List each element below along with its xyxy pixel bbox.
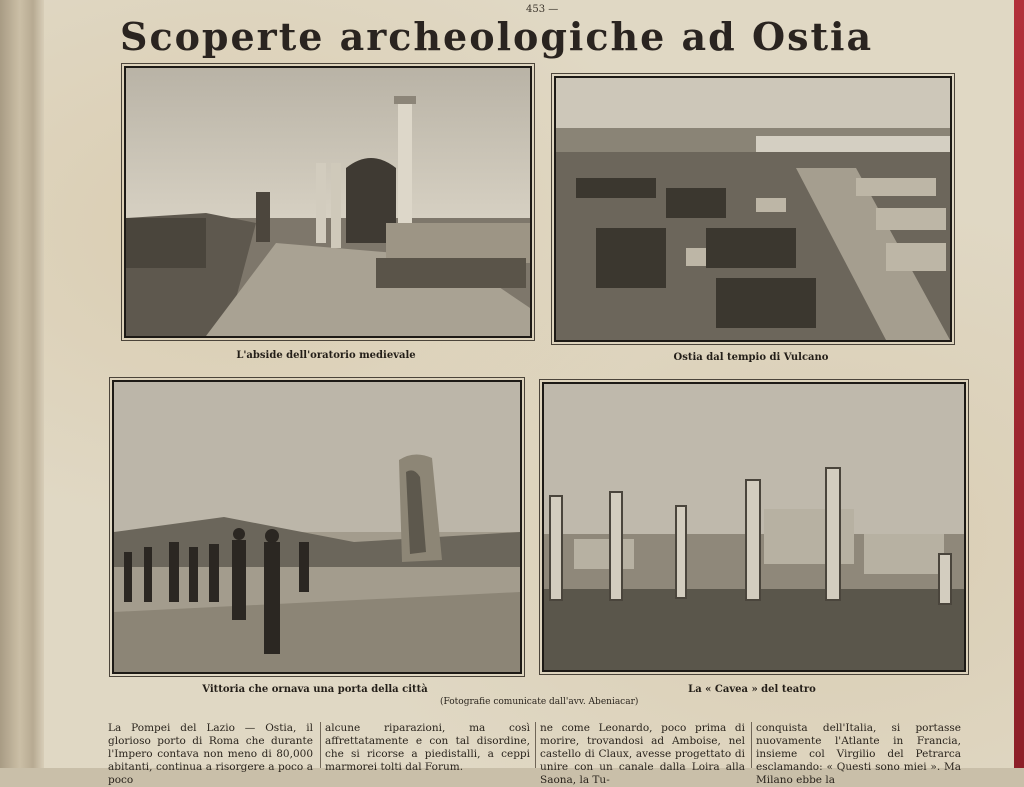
article-column-3	[540, 722, 745, 786]
photo-victory-statue-caption: Vittoria che ornava una porta della città	[202, 684, 428, 695]
article-column-3-text: ne come Leonardo, poco prima di morire, trovandosi ad Amboise, nel castello di Claux, avesse progettato di unire con un canale dalla Loira alla Saona, la Tu-	[540, 722, 745, 786]
photo-apse-image	[126, 68, 530, 336]
book-spine	[0, 0, 44, 768]
article-column-2	[325, 722, 530, 773]
article-column-4	[756, 722, 961, 786]
photo-credit: (Fotografie comunicate dall'avv. Abeniacar)	[440, 697, 639, 707]
article-column-1-text: La Pompei del Lazio — Ostia, il glorioso porto di Roma che durante l'Impero contava non meno di 80,000 abitanti, continua a risorgere a poco a poco	[108, 722, 313, 786]
column-rule	[535, 722, 536, 768]
photo-apse	[124, 66, 532, 338]
article-column-2-text: alcune riparazioni, ma così affrettatamente e con tal disordine, che si ricorse a piedistalli, a ceppi marmorei tolti dal Forum.	[325, 722, 530, 773]
photo-ostia-view-image	[556, 78, 950, 340]
photo-ostia-view	[554, 76, 952, 342]
photo-victory-statue	[112, 380, 522, 674]
red-page-edge	[1014, 0, 1024, 768]
photo-theatre-cavea-caption: La « Cavea » del teatro	[688, 684, 816, 695]
photo-victory-statue-image	[114, 382, 520, 672]
column-rule	[751, 722, 752, 768]
page-headline: Scoperte archeologiche ad Ostia	[120, 14, 874, 59]
photo-ostia-view-caption: Ostia dal tempio di Vulcano	[673, 352, 829, 363]
article-column-4-text: conquista dell'Italia, si portasse nuovamente l'Atlante in Francia, insieme col Virgilio del Petrarca esclamando: « Questi sono miei ». Ma Milano ebbe la	[756, 722, 961, 786]
photo-apse-caption: L'abside dell'oratorio medievale	[236, 350, 416, 361]
photo-theatre-cavea	[542, 382, 966, 672]
article-column-1	[108, 722, 313, 786]
page-number: 453 —	[526, 4, 559, 15]
column-rule	[320, 722, 321, 768]
photo-theatre-cavea-image	[544, 384, 964, 670]
